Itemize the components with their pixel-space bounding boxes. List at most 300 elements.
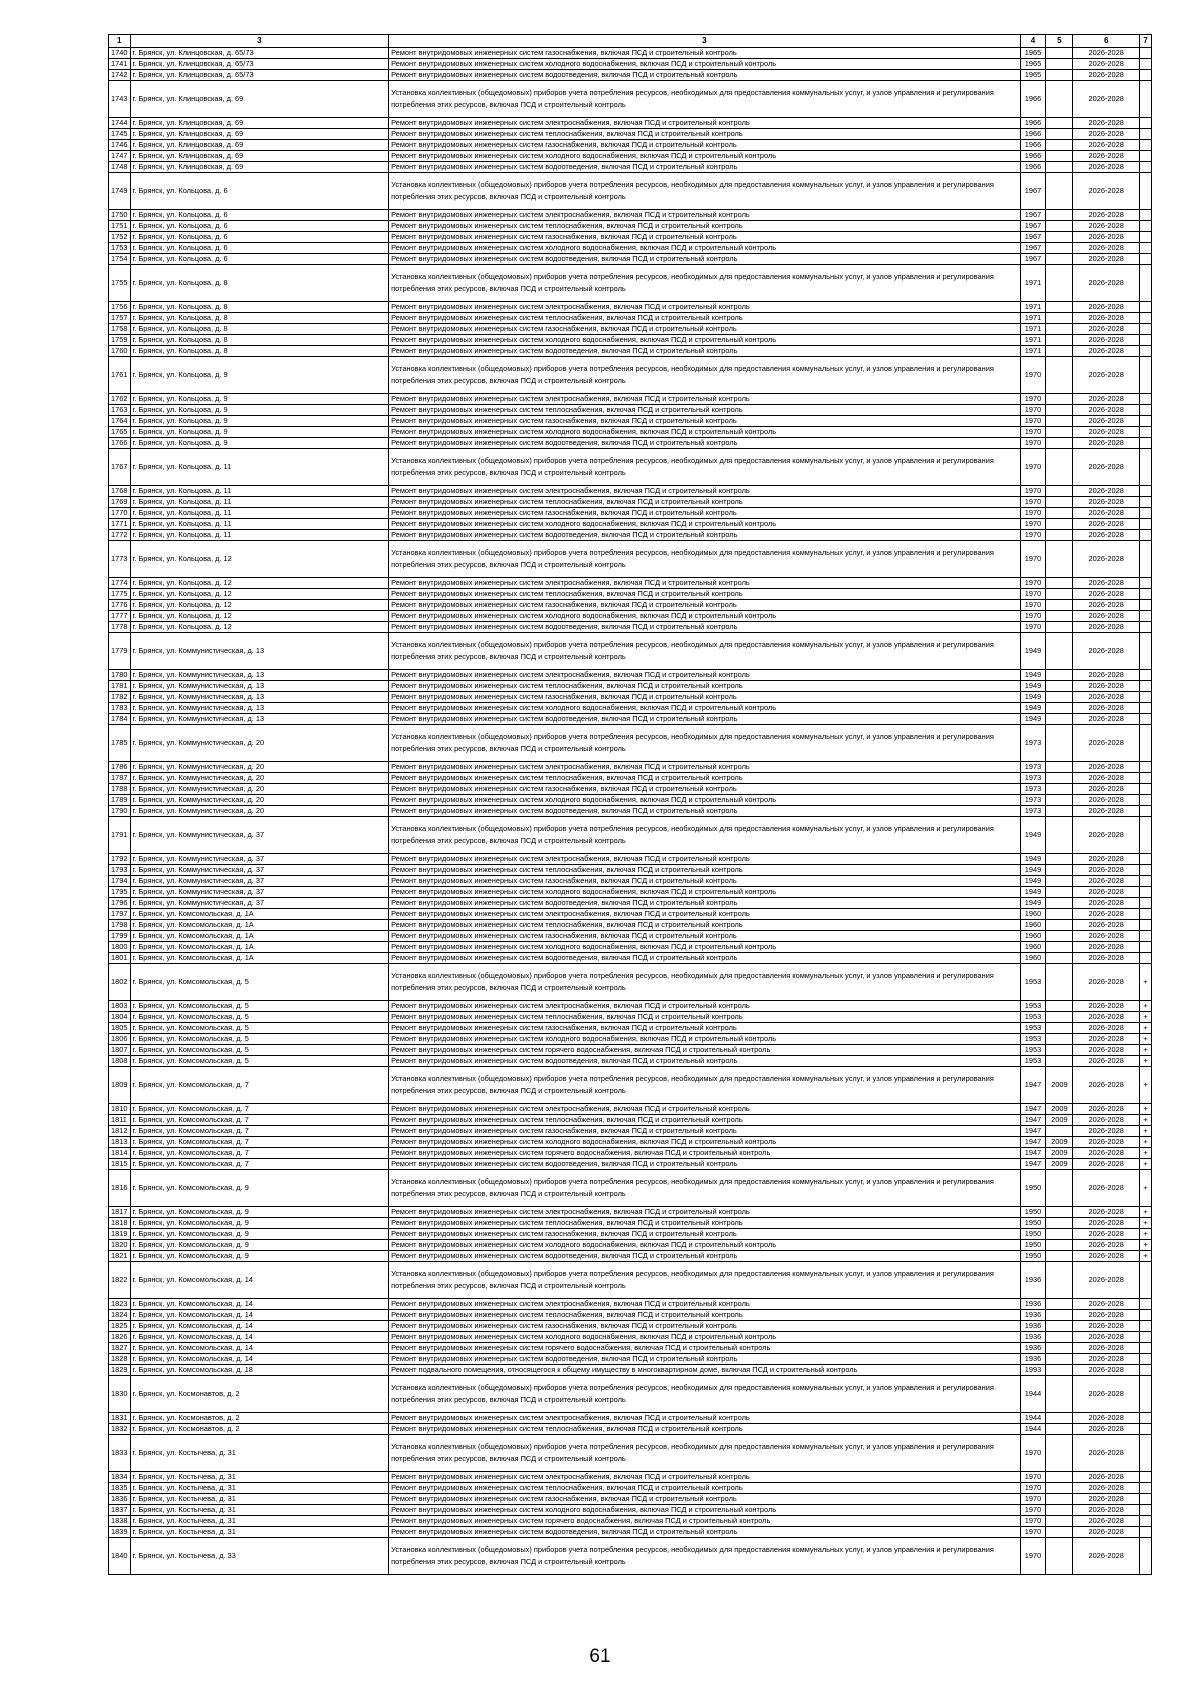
address-cell: г. Брянск, ул. Коммунистическая, д. 20 xyxy=(130,773,389,784)
period-cell: 2026-2028 xyxy=(1073,692,1140,703)
address-cell: г. Брянск, ул. Кольцова, д. 8 xyxy=(130,265,389,302)
work-type-cell: Ремонт внутридомовых инженерных систем холодного водоснабжения, включая ПСД и строительный контроль xyxy=(389,611,1020,622)
flag-cell xyxy=(1140,898,1152,909)
row-number: 1748 xyxy=(109,162,131,173)
row-number: 1743 xyxy=(109,81,131,118)
row-number: 1795 xyxy=(109,887,131,898)
table-row xyxy=(109,70,1152,81)
build-year-cell: 1950 xyxy=(1020,1207,1046,1218)
work-type-cell: Ремонт подвального помещения, относящегося к общему имуществу в многоквартирном доме, включая ПСД и строительный контроль xyxy=(389,1365,1020,1376)
renovation-year-cell xyxy=(1046,1299,1073,1310)
work-type-cell: Установка коллективных (общедомовых) приборов учета потребления ресурсов, необходимых для предоставления коммунальных услуг, и узлов управления и регулирования потребления этих ресурсов, включая ПСД и строительный контроль xyxy=(389,964,1020,1001)
work-type-cell: Ремонт внутридомовых инженерных систем водоотведения, включая ПСД и строительный контроль xyxy=(389,1159,1020,1170)
build-year-cell: 1947 xyxy=(1020,1104,1046,1115)
row-number: 1760 xyxy=(109,346,131,357)
flag-cell xyxy=(1140,118,1152,129)
row-number: 1840 xyxy=(109,1538,131,1575)
address-cell: г. Брянск, ул. Комсомольская, д. 7 xyxy=(130,1137,389,1148)
renovation-year-cell xyxy=(1046,1321,1073,1332)
flag-cell: + xyxy=(1140,1159,1152,1170)
address-cell: г. Брянск, ул. Комсомольская, д. 14 xyxy=(130,1321,389,1332)
flag-cell xyxy=(1140,1332,1152,1343)
table-row xyxy=(109,887,1152,898)
address-cell: г. Брянск, ул. Коммунистическая, д. 13 xyxy=(130,714,389,725)
period-cell: 2026-2028 xyxy=(1073,817,1140,854)
period-cell: 2026-2028 xyxy=(1073,243,1140,254)
build-year-cell: 1970 xyxy=(1020,405,1046,416)
renovation-year-cell xyxy=(1046,806,1073,817)
address-cell: г. Брянск, ул. Кольцова, д. 11 xyxy=(130,486,389,497)
build-year-cell: 1949 xyxy=(1020,854,1046,865)
work-type-cell: Установка коллективных (общедомовых) приборов учета потребления ресурсов, необходимых для предоставления коммунальных услуг, и узлов управления и регулирования потребления этих ресурсов, включая ПСД и строительный контроль xyxy=(389,1538,1020,1575)
address-cell: г. Брянск, ул. Комсомольская, д. 1А xyxy=(130,953,389,964)
build-year-cell: 1949 xyxy=(1020,692,1046,703)
row-number: 1772 xyxy=(109,530,131,541)
row-number: 1744 xyxy=(109,118,131,129)
row-number: 1782 xyxy=(109,692,131,703)
period-cell: 2026-2028 xyxy=(1073,427,1140,438)
flag-cell xyxy=(1140,508,1152,519)
period-cell: 2026-2028 xyxy=(1073,1365,1140,1376)
renovation-year-cell xyxy=(1046,1229,1073,1240)
flag-cell xyxy=(1140,416,1152,427)
work-type-cell: Ремонт внутридомовых инженерных систем электроснабжения, включая ПСД и строительный контроль xyxy=(389,302,1020,313)
work-type-cell: Ремонт внутридомовых инженерных систем электроснабжения, включая ПСД и строительный контроль xyxy=(389,486,1020,497)
table-row xyxy=(109,210,1152,221)
flag-cell: + xyxy=(1140,1240,1152,1251)
address-cell: г. Брянск, ул. Комсомольская, д. 5 xyxy=(130,1012,389,1023)
period-cell: 2026-2028 xyxy=(1073,1023,1140,1034)
repair-schedule-table xyxy=(108,34,1152,1575)
renovation-year-cell xyxy=(1046,1023,1073,1034)
row-number: 1805 xyxy=(109,1023,131,1034)
renovation-year-cell xyxy=(1046,670,1073,681)
work-type-cell: Ремонт внутридомовых инженерных систем электроснабжения, включая ПСД и строительный контроль xyxy=(389,1207,1020,1218)
row-number: 1834 xyxy=(109,1472,131,1483)
period-cell: 2026-2028 xyxy=(1073,703,1140,714)
period-cell: 2026-2028 xyxy=(1073,59,1140,70)
build-year-cell: 1953 xyxy=(1020,1012,1046,1023)
table-row xyxy=(109,817,1152,854)
build-year-cell: 1971 xyxy=(1020,335,1046,346)
work-type-cell: Ремонт внутридомовых инженерных систем водоотведения, включая ПСД и строительный контроль xyxy=(389,953,1020,964)
period-cell: 2026-2028 xyxy=(1073,806,1140,817)
work-type-cell: Ремонт внутридомовых инженерных систем газоснабжения, включая ПСД и строительный контроль xyxy=(389,1494,1020,1505)
build-year-cell: 1965 xyxy=(1020,70,1046,81)
flag-cell xyxy=(1140,151,1152,162)
flag-cell xyxy=(1140,681,1152,692)
address-cell: г. Брянск, ул. Коммунистическая, д. 20 xyxy=(130,725,389,762)
renovation-year-cell xyxy=(1046,151,1073,162)
period-cell: 2026-2028 xyxy=(1073,964,1140,1001)
row-number: 1792 xyxy=(109,854,131,865)
renovation-year-cell xyxy=(1046,265,1073,302)
work-type-cell: Ремонт внутридомовых инженерных систем теплоснабжения, включая ПСД и строительный контроль xyxy=(389,497,1020,508)
table-row xyxy=(109,795,1152,806)
work-type-cell: Ремонт внутридомовых инженерных систем электроснабжения, включая ПСД и строительный контроль xyxy=(389,210,1020,221)
flag-cell xyxy=(1140,1376,1152,1413)
work-type-cell: Ремонт внутридомовых инженерных систем электроснабжения, включая ПСД и строительный контроль xyxy=(389,1001,1020,1012)
row-number: 1814 xyxy=(109,1148,131,1159)
flag-cell xyxy=(1140,221,1152,232)
header-cell: 7 xyxy=(1140,35,1152,48)
renovation-year-cell xyxy=(1046,953,1073,964)
renovation-year-cell xyxy=(1046,118,1073,129)
renovation-year-cell xyxy=(1046,725,1073,762)
flag-cell xyxy=(1140,129,1152,140)
address-cell: г. Брянск, ул. Комсомольская, д. 14 xyxy=(130,1343,389,1354)
address-cell: г. Брянск, ул. Кольцова, д. 11 xyxy=(130,449,389,486)
flag-cell xyxy=(1140,578,1152,589)
renovation-year-cell xyxy=(1046,633,1073,670)
work-type-cell: Ремонт внутридомовых инженерных систем холодного водоснабжения, включая ПСД и строительный контроль xyxy=(389,243,1020,254)
build-year-cell: 1936 xyxy=(1020,1299,1046,1310)
address-cell: г. Брянск, ул. Клинцовская, д. 69 xyxy=(130,151,389,162)
renovation-year-cell xyxy=(1046,449,1073,486)
period-cell: 2026-2028 xyxy=(1073,232,1140,243)
address-cell: г. Брянск, ул. Кольцова, д. 11 xyxy=(130,497,389,508)
row-number: 1779 xyxy=(109,633,131,670)
table-row xyxy=(109,1115,1152,1126)
row-number: 1797 xyxy=(109,909,131,920)
work-type-cell: Установка коллективных (общедомовых) приборов учета потребления ресурсов, необходимых для предоставления коммунальных услуг, и узлов управления и регулирования потребления этих ресурсов, включая ПСД и строительный контроль xyxy=(389,541,1020,578)
row-number: 1825 xyxy=(109,1321,131,1332)
flag-cell xyxy=(1140,854,1152,865)
row-number: 1798 xyxy=(109,920,131,931)
table-row xyxy=(109,313,1152,324)
build-year-cell: 1970 xyxy=(1020,357,1046,394)
renovation-year-cell xyxy=(1046,162,1073,173)
address-cell: г. Брянск, ул. Клинцовская, д. 69 xyxy=(130,129,389,140)
row-number: 1765 xyxy=(109,427,131,438)
address-cell: г. Брянск, ул. Коммунистическая, д. 13 xyxy=(130,670,389,681)
address-cell: г. Брянск, ул. Кольцова, д. 9 xyxy=(130,427,389,438)
flag-cell xyxy=(1140,909,1152,920)
address-cell: г. Брянск, ул. Комсомольская, д. 1А xyxy=(130,942,389,953)
flag-cell xyxy=(1140,357,1152,394)
row-number: 1787 xyxy=(109,773,131,784)
period-cell: 2026-2028 xyxy=(1073,920,1140,931)
renovation-year-cell: 2009 xyxy=(1046,1115,1073,1126)
work-type-cell: Ремонт внутридомовых инженерных систем теплоснабжения, включая ПСД и строительный контроль xyxy=(389,1310,1020,1321)
flag-cell xyxy=(1140,817,1152,854)
renovation-year-cell xyxy=(1046,1045,1073,1056)
address-cell: г. Брянск, ул. Комсомольская, д. 9 xyxy=(130,1229,389,1240)
period-cell: 2026-2028 xyxy=(1073,898,1140,909)
table-row xyxy=(109,254,1152,265)
period-cell: 2026-2028 xyxy=(1073,1483,1140,1494)
period-cell: 2026-2028 xyxy=(1073,600,1140,611)
build-year-cell: 1970 xyxy=(1020,589,1046,600)
renovation-year-cell xyxy=(1046,611,1073,622)
work-type-cell: Ремонт внутридомовых инженерных систем газоснабжения, включая ПСД и строительный контроль xyxy=(389,1126,1020,1137)
build-year-cell: 1947 xyxy=(1020,1067,1046,1104)
address-cell: г. Брянск, ул. Комсомольская, д. 14 xyxy=(130,1310,389,1321)
row-number: 1833 xyxy=(109,1435,131,1472)
flag-cell xyxy=(1140,806,1152,817)
row-number: 1767 xyxy=(109,449,131,486)
renovation-year-cell xyxy=(1046,898,1073,909)
flag-cell: + xyxy=(1140,1034,1152,1045)
period-cell: 2026-2028 xyxy=(1073,1343,1140,1354)
address-cell: г. Брянск, ул. Костычева, д. 31 xyxy=(130,1435,389,1472)
flag-cell: + xyxy=(1140,964,1152,1001)
period-cell: 2026-2028 xyxy=(1073,405,1140,416)
address-cell: г. Брянск, ул. Комсомольская, д. 14 xyxy=(130,1262,389,1299)
build-year-cell: 1949 xyxy=(1020,670,1046,681)
flag-cell: + xyxy=(1140,1137,1152,1148)
work-type-cell: Установка коллективных (общедомовых) приборов учета потребления ресурсов, необходимых для предоставления коммунальных услуг, и узлов управления и регулирования потребления этих ресурсов, включая ПСД и строительный контроль xyxy=(389,81,1020,118)
renovation-year-cell xyxy=(1046,1435,1073,1472)
period-cell: 2026-2028 xyxy=(1073,508,1140,519)
period-cell: 2026-2028 xyxy=(1073,162,1140,173)
table-row xyxy=(109,449,1152,486)
flag-cell xyxy=(1140,346,1152,357)
work-type-cell: Ремонт внутридомовых инженерных систем водоотведения, включая ПСД и строительный контроль xyxy=(389,438,1020,449)
address-cell: г. Брянск, ул. Комсомольская, д. 9 xyxy=(130,1207,389,1218)
build-year-cell: 1936 xyxy=(1020,1262,1046,1299)
work-type-cell: Ремонт внутридомовых инженерных систем холодного водоснабжения, включая ПСД и строительный контроль xyxy=(389,59,1020,70)
flag-cell xyxy=(1140,162,1152,173)
period-cell: 2026-2028 xyxy=(1073,1045,1140,1056)
address-cell: г. Брянск, ул. Комсомольская, д. 7 xyxy=(130,1148,389,1159)
row-number: 1778 xyxy=(109,622,131,633)
period-cell: 2026-2028 xyxy=(1073,1310,1140,1321)
work-type-cell: Ремонт внутридомовых инженерных систем водоотведения, включая ПСД и строительный контроль xyxy=(389,1251,1020,1262)
row-number: 1838 xyxy=(109,1516,131,1527)
build-year-cell: 1960 xyxy=(1020,942,1046,953)
row-number: 1806 xyxy=(109,1034,131,1045)
period-cell: 2026-2028 xyxy=(1073,1218,1140,1229)
address-cell: г. Брянск, ул. Комсомольская, д. 14 xyxy=(130,1332,389,1343)
work-type-cell: Ремонт внутридомовых инженерных систем теплоснабжения, включая ПСД и строительный контроль xyxy=(389,920,1020,931)
address-cell: г. Брянск, ул. Кольцова, д. 8 xyxy=(130,324,389,335)
row-number: 1832 xyxy=(109,1424,131,1435)
table-row xyxy=(109,670,1152,681)
table-row xyxy=(109,1262,1152,1299)
work-type-cell: Ремонт внутридомовых инженерных систем газоснабжения, включая ПСД и строительный контроль xyxy=(389,416,1020,427)
build-year-cell: 1970 xyxy=(1020,1527,1046,1538)
flag-cell xyxy=(1140,1538,1152,1575)
period-cell: 2026-2028 xyxy=(1073,1159,1140,1170)
row-number: 1752 xyxy=(109,232,131,243)
table-row xyxy=(109,346,1152,357)
table-row xyxy=(109,1413,1152,1424)
work-type-cell: Установка коллективных (общедомовых) приборов учета потребления ресурсов, необходимых для предоставления коммунальных услуг, и узлов управления и регулирования потребления этих ресурсов, включая ПСД и строительный контроль xyxy=(389,817,1020,854)
row-number: 1815 xyxy=(109,1159,131,1170)
address-cell: г. Брянск, ул. Кольцова, д. 12 xyxy=(130,611,389,622)
address-cell: г. Брянск, ул. Комсомольская, д. 1А xyxy=(130,931,389,942)
period-cell: 2026-2028 xyxy=(1073,1538,1140,1575)
table-row xyxy=(109,1299,1152,1310)
table-row xyxy=(109,162,1152,173)
renovation-year-cell xyxy=(1046,519,1073,530)
address-cell: г. Брянск, ул. Кольцова, д. 12 xyxy=(130,578,389,589)
flag-cell xyxy=(1140,589,1152,600)
table-row xyxy=(109,1483,1152,1494)
work-type-cell: Ремонт внутридомовых инженерных систем горячего водоснабжения, включая ПСД и строительный контроль xyxy=(389,1516,1020,1527)
period-cell: 2026-2028 xyxy=(1073,302,1140,313)
work-type-cell: Ремонт внутридомовых инженерных систем холодного водоснабжения, включая ПСД и строительный контроль xyxy=(389,1332,1020,1343)
header-row xyxy=(109,35,1152,48)
build-year-cell: 1973 xyxy=(1020,725,1046,762)
flag-cell xyxy=(1140,1299,1152,1310)
build-year-cell: 1953 xyxy=(1020,1056,1046,1067)
address-cell: г. Брянск, ул. Кольцова, д. 6 xyxy=(130,254,389,265)
work-type-cell: Ремонт внутридомовых инженерных систем газоснабжения, включая ПСД и строительный контроль xyxy=(389,1229,1020,1240)
work-type-cell: Установка коллективных (общедомовых) приборов учета потребления ресурсов, необходимых для предоставления коммунальных услуг, и узлов управления и регулирования потребления этих ресурсов, включая ПСД и строительный контроль xyxy=(389,1262,1020,1299)
period-cell: 2026-2028 xyxy=(1073,210,1140,221)
address-cell: г. Брянск, ул. Клинцовская, д. 69 xyxy=(130,81,389,118)
row-number: 1741 xyxy=(109,59,131,70)
address-cell: г. Брянск, ул. Коммунистическая, д. 37 xyxy=(130,898,389,909)
renovation-year-cell xyxy=(1046,692,1073,703)
build-year-cell: 1971 xyxy=(1020,313,1046,324)
work-type-cell: Ремонт внутридомовых инженерных систем газоснабжения, включая ПСД и строительный контроль xyxy=(389,1321,1020,1332)
renovation-year-cell xyxy=(1046,1240,1073,1251)
address-cell: г. Брянск, ул. Кольцова, д. 9 xyxy=(130,438,389,449)
renovation-year-cell xyxy=(1046,964,1073,1001)
work-type-cell: Ремонт внутридомовых инженерных систем электроснабжения, включая ПСД и строительный контроль xyxy=(389,394,1020,405)
table-row xyxy=(109,909,1152,920)
work-type-cell: Ремонт внутридомовых инженерных систем теплоснабжения, включая ПСД и строительный контроль xyxy=(389,1012,1020,1023)
period-cell: 2026-2028 xyxy=(1073,622,1140,633)
address-cell: г. Брянск, ул. Кольцова, д. 11 xyxy=(130,530,389,541)
build-year-cell: 1949 xyxy=(1020,633,1046,670)
flag-cell xyxy=(1140,1483,1152,1494)
row-number: 1803 xyxy=(109,1001,131,1012)
address-cell: г. Брянск, ул. Кольцова, д. 8 xyxy=(130,346,389,357)
period-cell: 2026-2028 xyxy=(1073,1321,1140,1332)
build-year-cell: 1936 xyxy=(1020,1310,1046,1321)
table-row xyxy=(109,1218,1152,1229)
address-cell: г. Брянск, ул. Костычева, д. 31 xyxy=(130,1527,389,1538)
row-number: 1824 xyxy=(109,1310,131,1321)
flag-cell: + xyxy=(1140,1045,1152,1056)
work-type-cell: Ремонт внутридомовых инженерных систем электроснабжения, включая ПСД и строительный контроль xyxy=(389,670,1020,681)
build-year-cell: 1970 xyxy=(1020,1494,1046,1505)
address-cell: г. Брянск, ул. Комсомольская, д. 14 xyxy=(130,1299,389,1310)
page-number: 61 xyxy=(589,1646,611,1667)
flag-cell xyxy=(1140,784,1152,795)
address-cell: г. Брянск, ул. Комсомольская, д. 1А xyxy=(130,920,389,931)
renovation-year-cell xyxy=(1046,486,1073,497)
table-row xyxy=(109,578,1152,589)
flag-cell xyxy=(1140,302,1152,313)
period-cell: 2026-2028 xyxy=(1073,953,1140,964)
address-cell: г. Брянск, ул. Клинцовская, д. 65/73 xyxy=(130,70,389,81)
table-row xyxy=(109,486,1152,497)
renovation-year-cell xyxy=(1046,438,1073,449)
build-year-cell: 1970 xyxy=(1020,486,1046,497)
flag-cell xyxy=(1140,1343,1152,1354)
renovation-year-cell: 2009 xyxy=(1046,1159,1073,1170)
address-cell: г. Брянск, ул. Кольцова, д. 9 xyxy=(130,405,389,416)
flag-cell xyxy=(1140,1424,1152,1435)
period-cell: 2026-2028 xyxy=(1073,1505,1140,1516)
address-cell: г. Брянск, ул. Клинцовская, д. 69 xyxy=(130,162,389,173)
row-number: 1750 xyxy=(109,210,131,221)
build-year-cell: 1966 xyxy=(1020,151,1046,162)
address-cell: г. Брянск, ул. Клинцовская, д. 69 xyxy=(130,140,389,151)
work-type-cell: Установка коллективных (общедомовых) приборов учета потребления ресурсов, необходимых для предоставления коммунальных услуг, и узлов управления и регулирования потребления этих ресурсов, включая ПСД и строительный контроль xyxy=(389,1435,1020,1472)
flag-cell xyxy=(1140,1516,1152,1527)
table-row xyxy=(109,1321,1152,1332)
table-row xyxy=(109,129,1152,140)
renovation-year-cell xyxy=(1046,1516,1073,1527)
flag-cell xyxy=(1140,449,1152,486)
renovation-year-cell xyxy=(1046,1251,1073,1262)
work-type-cell: Ремонт внутридомовых инженерных систем электроснабжения, включая ПСД и строительный контроль xyxy=(389,118,1020,129)
work-type-cell: Установка коллективных (общедомовых) приборов учета потребления ресурсов, необходимых для предоставления коммунальных услуг, и узлов управления и регулирования потребления этих ресурсов, включая ПСД и строительный контроль xyxy=(389,357,1020,394)
flag-cell xyxy=(1140,1472,1152,1483)
work-type-cell: Ремонт внутридомовых инженерных систем теплоснабжения, включая ПСД и строительный контроль xyxy=(389,1115,1020,1126)
period-cell: 2026-2028 xyxy=(1073,221,1140,232)
flag-cell xyxy=(1140,1435,1152,1472)
period-cell: 2026-2028 xyxy=(1073,1001,1140,1012)
table-row xyxy=(109,1012,1152,1023)
row-number: 1821 xyxy=(109,1251,131,1262)
table-row xyxy=(109,232,1152,243)
flag-cell xyxy=(1140,1527,1152,1538)
table-row xyxy=(109,773,1152,784)
renovation-year-cell xyxy=(1046,703,1073,714)
flag-cell xyxy=(1140,530,1152,541)
period-cell: 2026-2028 xyxy=(1073,416,1140,427)
table-row xyxy=(109,762,1152,773)
table-row xyxy=(109,714,1152,725)
period-cell: 2026-2028 xyxy=(1073,1494,1140,1505)
build-year-cell: 1947 xyxy=(1020,1148,1046,1159)
renovation-year-cell xyxy=(1046,416,1073,427)
work-type-cell: Ремонт внутридомовых инженерных систем водоотведения, включая ПСД и строительный контроль xyxy=(389,1527,1020,1538)
period-cell: 2026-2028 xyxy=(1073,1012,1140,1023)
table-row xyxy=(109,1505,1152,1516)
build-year-cell: 1950 xyxy=(1020,1229,1046,1240)
row-number: 1812 xyxy=(109,1126,131,1137)
address-cell: г. Брянск, ул. Костычева, д. 31 xyxy=(130,1505,389,1516)
address-cell: г. Брянск, ул. Кольцова, д. 6 xyxy=(130,243,389,254)
build-year-cell: 1970 xyxy=(1020,394,1046,405)
work-type-cell: Ремонт внутридомовых инженерных систем теплоснабжения, включая ПСД и строительный контроль xyxy=(389,1483,1020,1494)
flag-cell xyxy=(1140,1413,1152,1424)
work-type-cell: Ремонт внутридомовых инженерных систем электроснабжения, включая ПСД и строительный контроль xyxy=(389,909,1020,920)
row-number: 1801 xyxy=(109,953,131,964)
period-cell: 2026-2028 xyxy=(1073,1299,1140,1310)
build-year-cell: 1944 xyxy=(1020,1413,1046,1424)
row-number: 1740 xyxy=(109,48,131,59)
address-cell: г. Брянск, ул. Кольцова, д. 6 xyxy=(130,210,389,221)
table-row xyxy=(109,703,1152,714)
renovation-year-cell xyxy=(1046,1207,1073,1218)
table-row xyxy=(109,1045,1152,1056)
build-year-cell: 1967 xyxy=(1020,221,1046,232)
table-row xyxy=(109,953,1152,964)
row-number: 1822 xyxy=(109,1262,131,1299)
table-row xyxy=(109,1376,1152,1413)
period-cell: 2026-2028 xyxy=(1073,865,1140,876)
build-year-cell: 1949 xyxy=(1020,876,1046,887)
table-row xyxy=(109,876,1152,887)
period-cell: 2026-2028 xyxy=(1073,129,1140,140)
work-type-cell: Ремонт внутридомовых инженерных систем водоотведения, включая ПСД и строительный контроль xyxy=(389,530,1020,541)
build-year-cell: 1953 xyxy=(1020,1023,1046,1034)
header-cell: 6 xyxy=(1073,35,1140,48)
address-cell: г. Брянск, ул. Космонавтов, д. 2 xyxy=(130,1413,389,1424)
work-type-cell: Ремонт внутридомовых инженерных систем электроснабжения, включая ПСД и строительный контроль xyxy=(389,1413,1020,1424)
period-cell: 2026-2028 xyxy=(1073,1104,1140,1115)
row-number: 1827 xyxy=(109,1343,131,1354)
